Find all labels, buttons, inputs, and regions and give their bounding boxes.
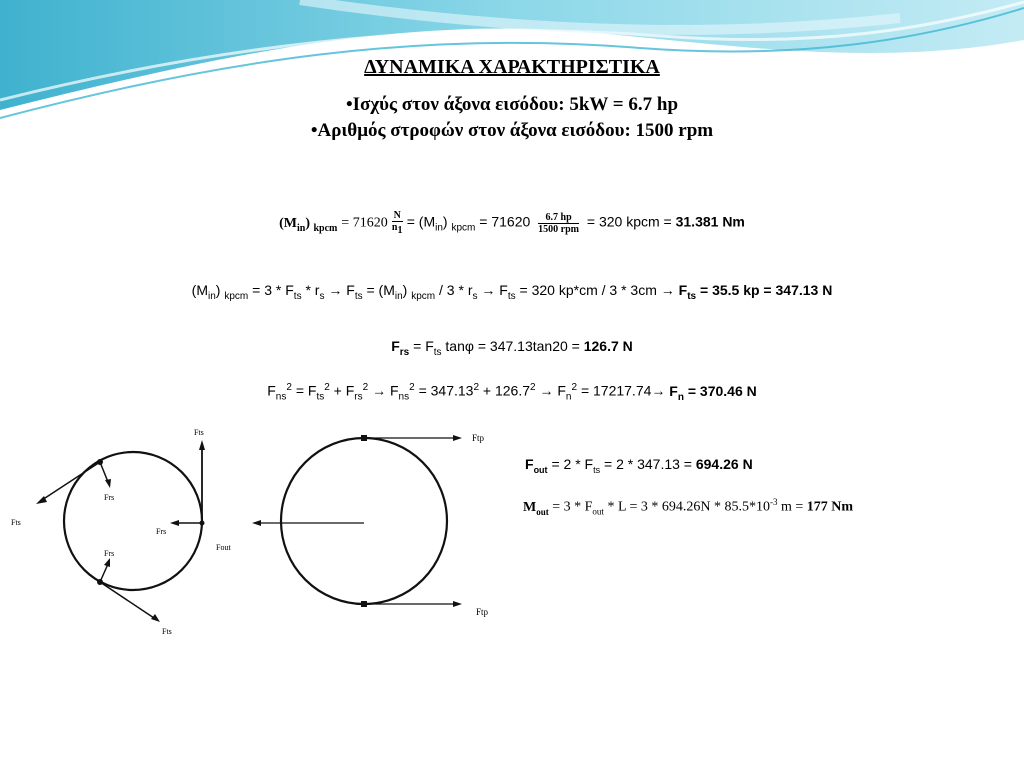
equation-fout: $F_{out} = 2 * F_{ts} = 2 * 347.13 = 694.26$ N bbox=[525, 456, 753, 475]
label-ftp-top: Ftp bbox=[472, 433, 485, 443]
label-fts-left: Fts bbox=[11, 518, 21, 527]
equation-fn: $F_{ns}^2 = F_{ts}^2 + F_{rs}^2 \to F_{ns}^2 = 347.13^2 + 126.7^2 \to F_n^2 = 17217.74\to F_n = 370.46$ N bbox=[267, 382, 757, 403]
label-ftp-bottom: Ftp bbox=[476, 607, 489, 617]
force-diagram bbox=[0, 420, 510, 660]
page-title: ΔΥΝΑΜΙΚΑ ΧΑΡΑΚΤΗΡΙΣΤΙΚΑ bbox=[364, 56, 660, 78]
label-fts-bottom: Fts bbox=[162, 627, 172, 636]
bullet-power: •Ισχύς στον άξονα εισόδου: 5kW = 6.7 hp bbox=[345, 94, 679, 115]
label-fout: Fout bbox=[216, 543, 231, 552]
label-frs-lower: Frs bbox=[104, 549, 115, 558]
equation-frs: $F_{rs} = F_{ts}$ tanφ = 347.13tan20 = 126.7 N bbox=[391, 338, 633, 358]
equation-torque: $(M_{in}) _{kpcm} = 71620$ $\frac{N}{n_1}$ = $(M_{in}) _{kpcm} = 71620$ $\frac{6.7 hp}{\text{1500 rpm}}$ = 320 kpcm = 31.381 Nm bbox=[279, 210, 745, 236]
label-fts-top: Fts bbox=[194, 428, 204, 437]
bullet-rpm: •Αριθμός στροφών στον άξονα εισόδου: 1500 rpm bbox=[310, 120, 714, 141]
equation-fts: $(M_{in}) _{kpcm} = 3 * F_{ts} * r_s \to F_{ts} = (M_{in})$ $_{kpcm} / 3 * r_s \to F_{ts} = 320$ $kp*cm / 3 * 3cm \to F_{ts} = 35.5$ kp = 347.13 N bbox=[191, 282, 833, 302]
label-frs-upper: Frs bbox=[104, 493, 115, 502]
fraction-hp-over-rpm: $\frac{6.7 hp}{\text{1500 rpm}}$ bbox=[538, 211, 579, 235]
fraction-n-over-n1: $\frac{N}{n_1}$ bbox=[391, 210, 403, 236]
equation-mout: $M_{out} = 3 * F_{out} * L = 3 * 694.26N * 85.5*10^{-3}$ m = 177 Nm bbox=[523, 497, 854, 517]
label-frs-mid: Frs bbox=[156, 527, 167, 536]
